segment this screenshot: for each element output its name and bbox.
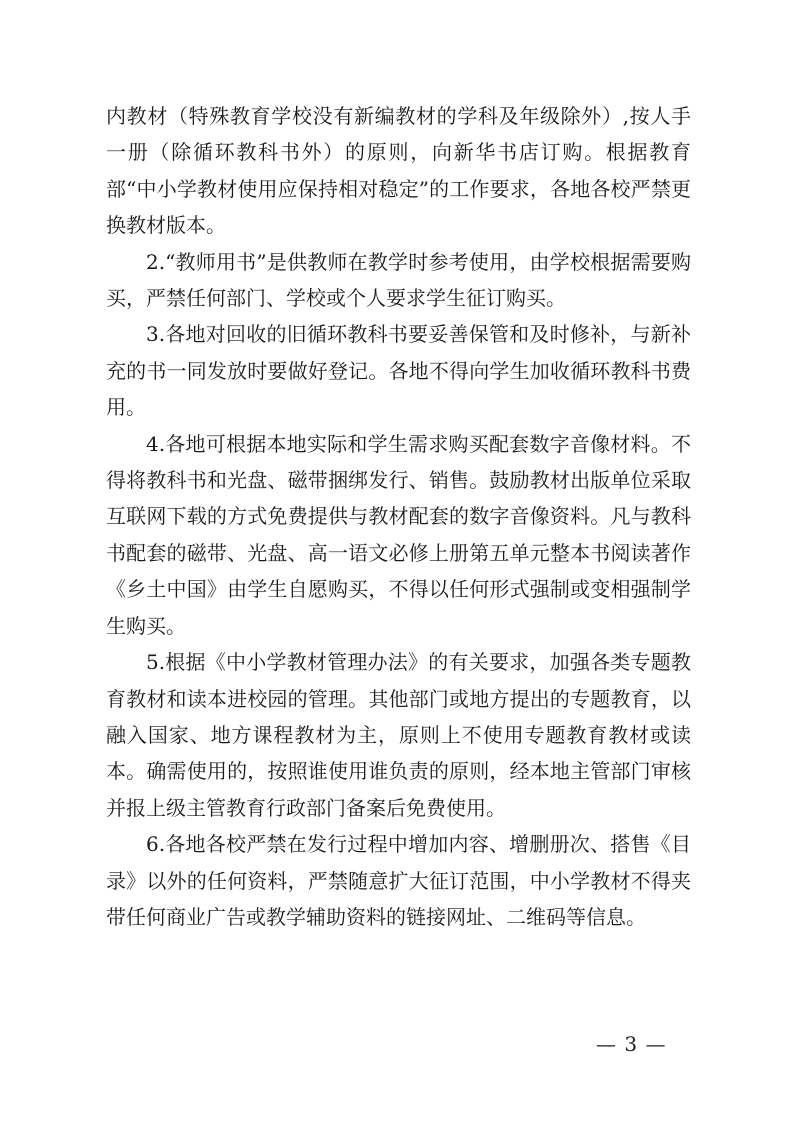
paragraph-item-3: 3.各地对回收的旧循环教科书要妥善保管和及时修补，与新补充的书一同发放时要做好登记。各地不得向学生加收循环教科书费用。 [106, 322, 691, 420]
page-number: — 3 — [596, 1032, 667, 1056]
paragraph-continued: 内教材（特殊教育学校没有新编教材的学科及年级除外）,按人手一册（除循环教科书外）的原则，向新华书店订购。根据教育部“中小学教材使用应保持相对稳定”的工作要求，各地各校严禁更换教材版本。 [106, 104, 691, 238]
document-body [106, 98, 691, 935]
paragraph-item-2: 2.“教师用书”是供教师在教学时参考使用，由学校根据需要购买，严禁任何部门、学校或个人要求学生征订购买。 [106, 249, 691, 311]
paragraph-item-5: 5.根据《中小学教材管理办法》的有关要求，加强各类专题教育教材和读本进校园的管理。其他部门或地方提出的专题教育，以融入国家、地方课程教材为主，原则上不使用专题教育教材或读本。确需使用的，按照谁使用谁负责的原则，经本地主管部门审核并报上级主管教育行政部门备案后免费使用。 [106, 650, 691, 820]
paragraph-item-4: 4.各地可根据本地实际和学生需求购买配套数字音像材料。不得将教科书和光盘、磁带捆绑发行、销售。鼓励教材出版单位采取互联网下载的方式免费提供与教材配套的数字音像资料。凡与教科书配套的磁带、光盘、高一语文必修上册第五单元整本书阅读著作《乡土中国》由学生自愿购买，不得以任何形式强制或变相强制学生购买。 [106, 431, 691, 638]
paragraph-item-6: 6.各地各校严禁在发行过程中增加内容、增删册次、搭售《目录》以外的任何资料，严禁随意扩大征订范围，中小学教材不得夹带任何商业广告或教学辅助资料的链接网址、二维码等信息。 [106, 832, 691, 929]
